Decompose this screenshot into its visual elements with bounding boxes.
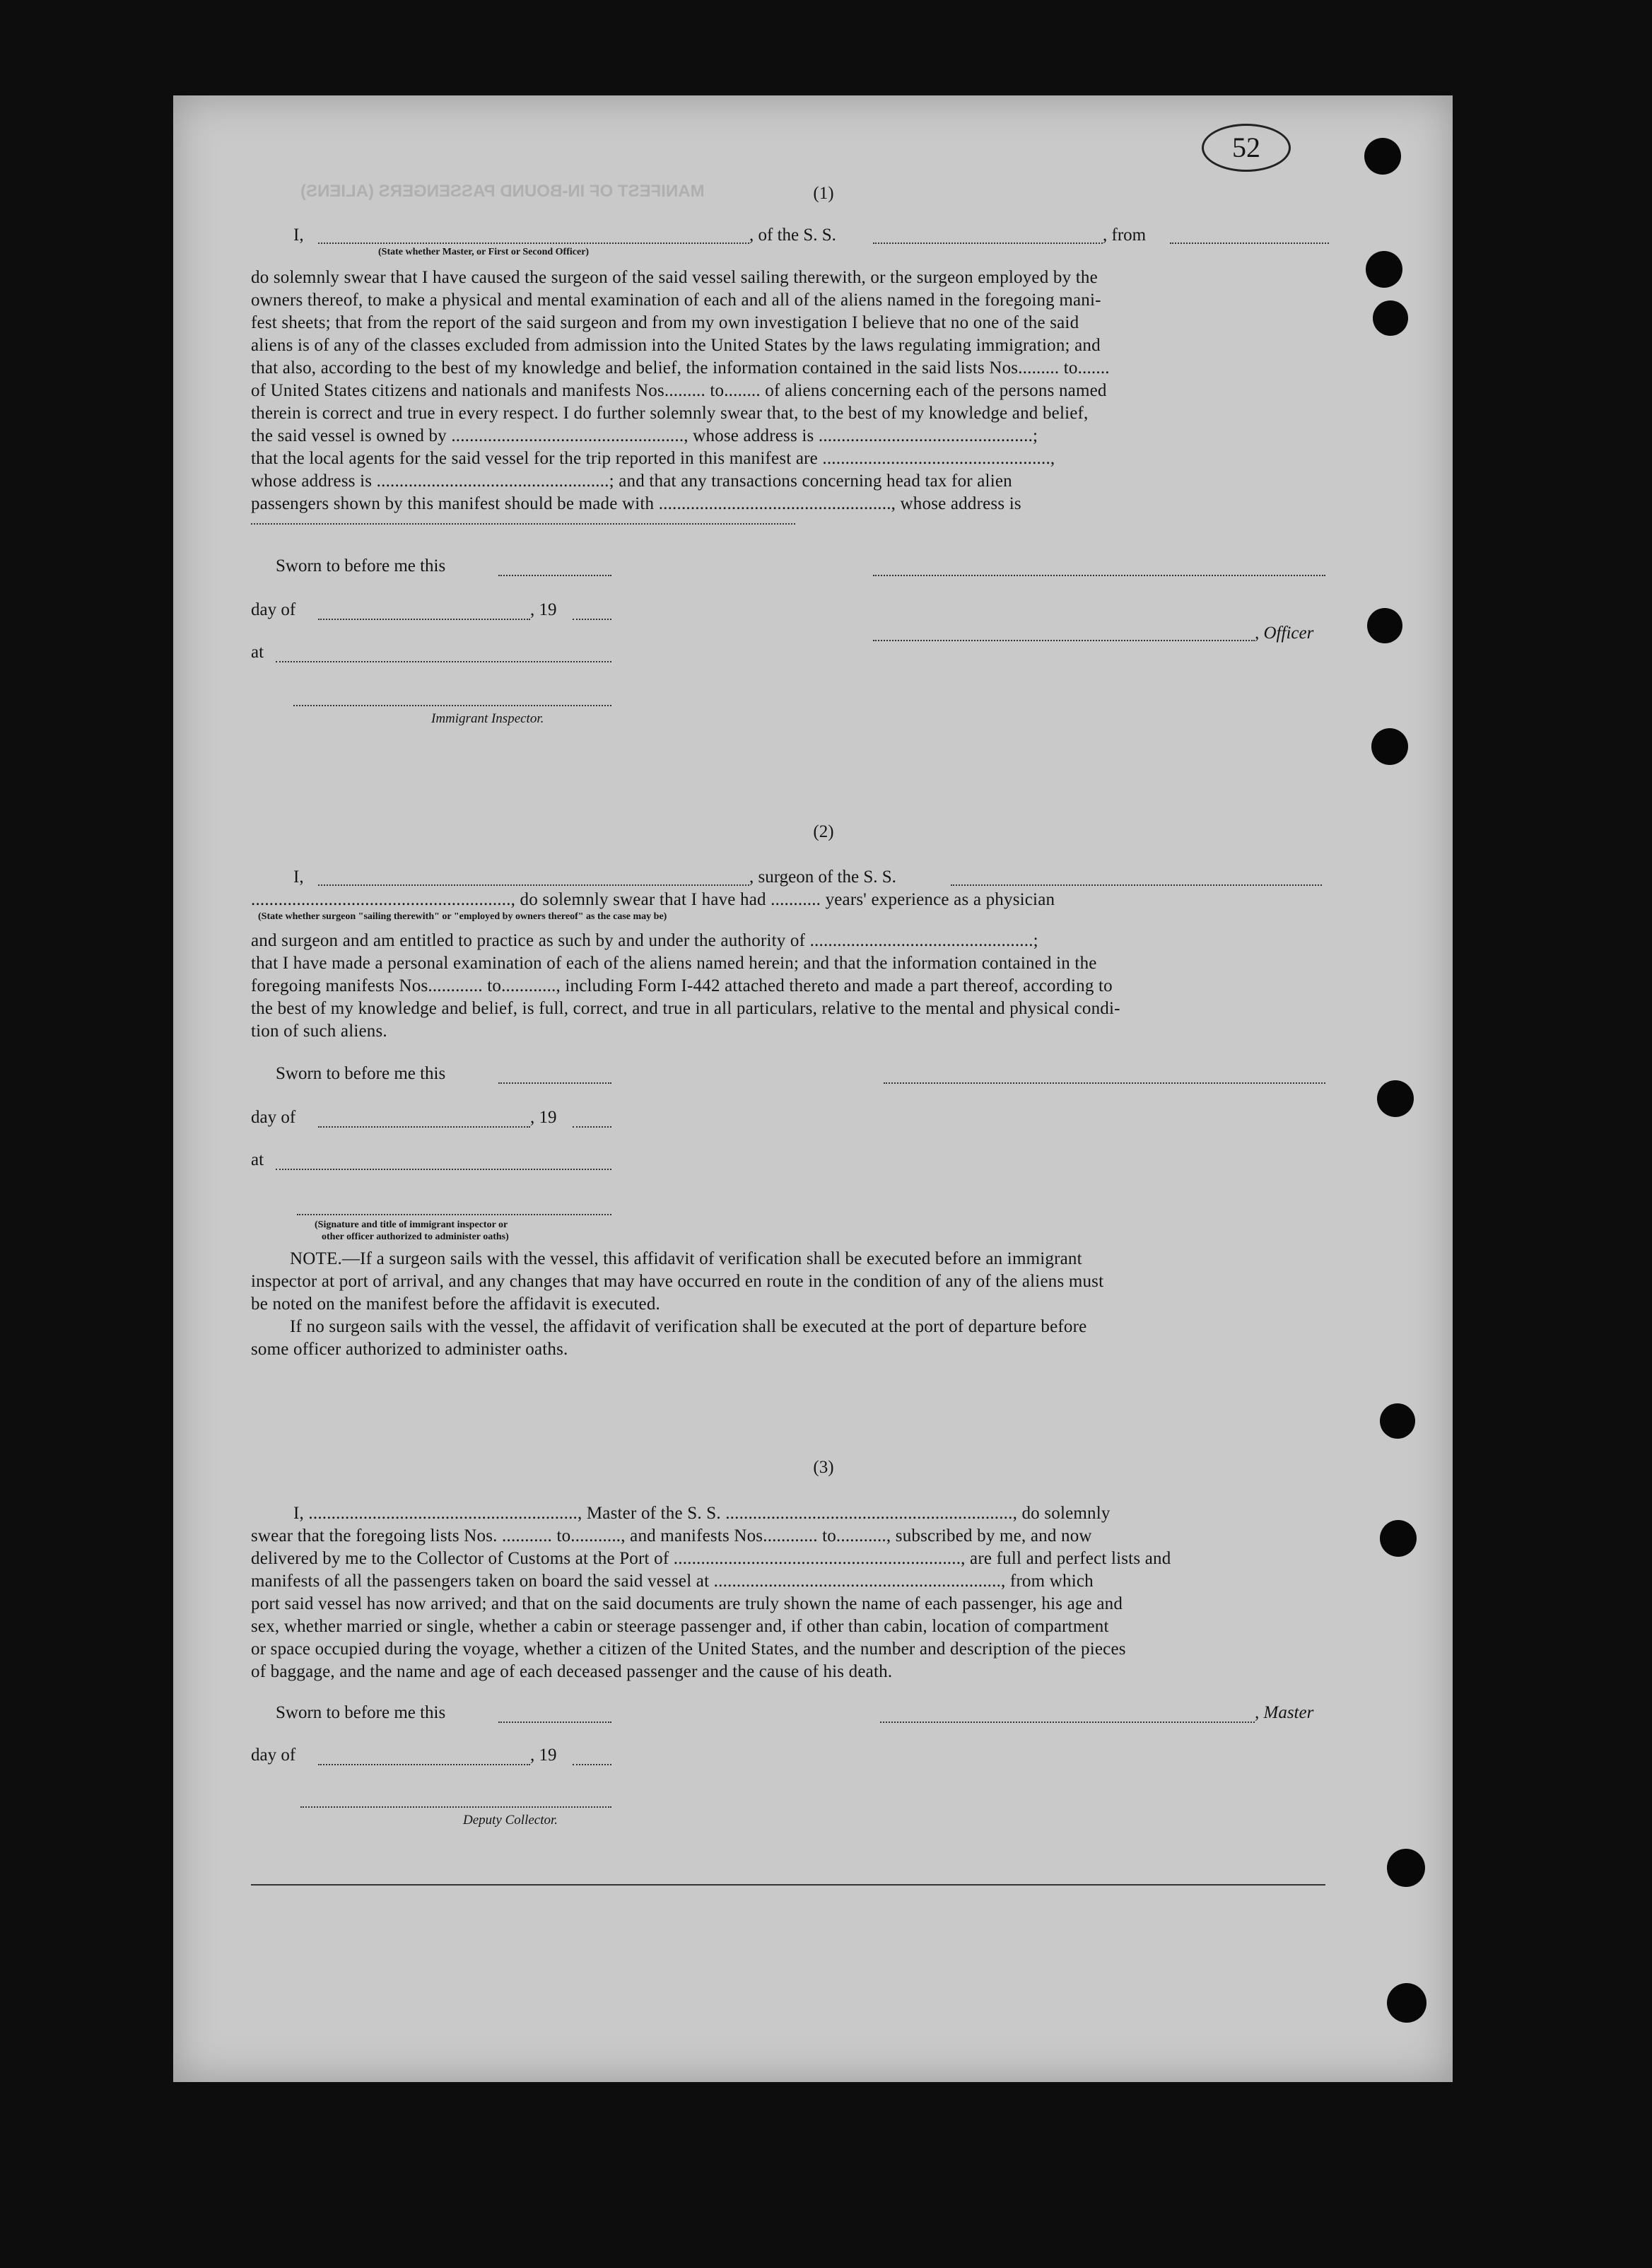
bleed-through-heading: MANIFEST OF IN-BOUND PASSENGERS (ALIENS) [300, 182, 705, 201]
s3-master-label [1255, 1702, 1313, 1724]
section-1-number: (1) [813, 184, 834, 203]
s1-line1-i: I, [293, 226, 304, 245]
s1-officer-signature-field[interactable] [873, 640, 1255, 641]
punch-hole [1387, 1849, 1425, 1887]
s2-inspector-signature-field[interactable] [297, 1214, 611, 1215]
s3-body-line: port said vessel has now arrived; and that on the said documents are truly shown the name of each passenger, his age and [251, 1594, 1123, 1613]
s3-body-line: I, ..........................................................., Master of the S. S. ..............................................................., do solemnly [293, 1504, 1111, 1523]
s1-sworn-label: Sworn to before me this [276, 556, 446, 575]
s3-day-field[interactable] [318, 1764, 530, 1765]
s1-day-field[interactable] [318, 619, 530, 620]
s2-line2-note: (State whether surgeon "sailing therewith" or "employed by owners thereof" as the case may be) [258, 911, 667, 922]
s3-sworn-label: Sworn to before me this [276, 1703, 446, 1722]
s2-line1-i: I, [293, 867, 304, 887]
s1-year-label: , 19 [530, 600, 557, 619]
s1-officer-text: , Officer [1255, 624, 1314, 643]
section-3-number: (3) [813, 1458, 834, 1477]
punch-hole [1371, 728, 1408, 765]
s3-body-line: or space occupied during the voyage, whether a citizen of the United States, and the number and description of the pieces [251, 1639, 1126, 1659]
s2-note-line: be noted on the manifest before the affidavit is executed. [251, 1294, 660, 1314]
s1-body-line: fest sheets; that from the report of the said surgeon and from my own investigation I believe that no one of the said [251, 313, 1079, 332]
punch-hole [1380, 1520, 1417, 1557]
s2-at-label: at [251, 1150, 264, 1169]
s3-sworn-field[interactable] [498, 1722, 611, 1723]
s2-sworn-field[interactable] [498, 1082, 611, 1084]
s2-at-field[interactable] [276, 1169, 611, 1170]
s2-line1-mid: , surgeon of the S. S. [749, 867, 896, 887]
s2-vessel-field[interactable] [951, 884, 1322, 886]
s2-year-label: , 19 [530, 1108, 557, 1127]
page-number-stamp: 52 [1202, 124, 1291, 172]
s2-note-line: some officer authorized to administer oaths. [251, 1340, 568, 1359]
s2-body-line: the best of my knowledge and belief, is full, correct, and true in all particulars, relative to the mental and physical condi- [251, 999, 1120, 1018]
bottom-rule [251, 1884, 1325, 1886]
s2-day-field[interactable] [318, 1126, 530, 1128]
manifest-page [173, 95, 1453, 2082]
s1-body-line: the said vessel is owned by ..................................................., whose address is ...............................................; [251, 426, 1038, 445]
punch-hole [1387, 1983, 1427, 2023]
s3-year-field[interactable] [573, 1764, 611, 1765]
s1-body-line: that also, according to the best of my knowledge and belief, the information contained in the said lists Nos......... to....... [251, 358, 1110, 378]
s2-note-line: If no surgeon sails with the vessel, the affidavit of verification shall be executed at the port of departure before [290, 1317, 1087, 1336]
s1-body-line: whose address is ...................................................; and that any transactions concerning head tax for alien [251, 472, 1012, 491]
punch-hole [1366, 251, 1402, 288]
s3-collector-label: Deputy Collector. [463, 1813, 558, 1828]
s2-year-field[interactable] [573, 1126, 611, 1128]
s1-body-line: therein is correct and true in every respect. I do further solemnly swear that, to the best of my knowledge and belief, [251, 404, 1089, 423]
s1-day-label: day of [251, 600, 296, 619]
s3-master-text: , Master [1255, 1703, 1314, 1722]
s2-day-label: day of [251, 1108, 296, 1127]
s1-body-line: passengers shown by this manifest should be made with ..................................................., whose address is [251, 494, 1021, 513]
s3-year-label: , 19 [530, 1746, 557, 1765]
s1-inspector-signature-field[interactable] [293, 705, 611, 706]
s3-body-line: delivered by me to the Collector of Customs at the Port of ..............................................................., are full and perfect lists and [251, 1549, 1171, 1568]
s2-body-line: foregoing manifests Nos............ to............, including Form I-442 attached thereto and made a part thereof, according to [251, 976, 1113, 995]
s2-note-line: inspector at port of arrival, and any changes that may have occurred en route in the condition of any of the aliens must [251, 1272, 1104, 1291]
s2-surgeon-name-field[interactable] [318, 884, 749, 886]
s1-body-line: of United States citizens and nationals and manifests Nos......... to........ of aliens concerning each of the persons named [251, 381, 1107, 400]
s1-vessel-field[interactable] [873, 242, 1103, 244]
punch-hole [1364, 138, 1401, 175]
s2-body-line: that I have made a personal examination of each of the aliens named herein; and that the information contained in the [251, 954, 1097, 973]
s2-note-line: NOTE.—If a surgeon sails with the vessel, this affidavit of verification shall be executed before an immigrant [290, 1249, 1082, 1268]
section-2-number: (2) [813, 822, 834, 841]
s2-sig-note-2: other officer authorized to administer oaths) [322, 1232, 509, 1242]
s1-body-line: aliens is of any of the classes excluded from admission into the United States by the laws regulating immigration; and [251, 336, 1101, 355]
s2-sworn-label: Sworn to before me this [276, 1064, 446, 1083]
s1-line1-mid: , of the S. S. [749, 226, 836, 245]
s2-line2: ........................................................., do solemnly swear that I have had ........... years' experience as a physician [251, 890, 1055, 909]
s1-body-line: that the local agents for the said vessel for the trip reported in this manifest are .................................................., [251, 449, 1055, 468]
s1-at-label: at [251, 643, 264, 662]
s3-body-line: manifests of all the passengers taken on board the said vessel at ..............................................................., from which [251, 1572, 1094, 1591]
punch-hole [1380, 1403, 1415, 1439]
s3-body-line: swear that the foregoing lists Nos. ........... to..........., and manifests Nos............ to..........., subscribed by me, and now [251, 1526, 1092, 1545]
s1-inspector-label: Immigrant Inspector. [431, 711, 544, 726]
s1-line1-from: , from [1103, 226, 1147, 245]
s1-sworn-field[interactable] [498, 575, 611, 576]
s3-day-label: day of [251, 1746, 296, 1765]
punch-hole [1367, 608, 1402, 643]
s3-body-line: of baggage, and the name and age of each deceased passenger and the cause of his death. [251, 1662, 893, 1681]
s2-body-line: tion of such aliens. [251, 1022, 387, 1041]
s3-collector-signature-field[interactable] [300, 1806, 611, 1808]
s1-line1-note: (State whether Master, or First or Second Officer) [378, 247, 590, 257]
s2-sig-note-1: (Signature and title of immigrant inspector or [315, 1220, 508, 1230]
s1-body-line: do solemnly swear that I have caused the surgeon of the said vessel sailing therewith, or the surgeon employed by the [251, 268, 1098, 287]
s1-from-field[interactable] [1170, 242, 1329, 244]
s1-address-continuation-field[interactable] [251, 523, 795, 525]
s2-body-line: and surgeon and am entitled to practice as such by and under the authority of .................................................; [251, 931, 1038, 950]
s3-master-signature-field[interactable] [880, 1722, 1255, 1723]
s1-officer-name-field[interactable] [318, 242, 749, 244]
s1-officer-label [1255, 622, 1313, 645]
s1-officer-signature-top[interactable] [873, 575, 1325, 576]
s3-body-line: sex, whether married or single, whether a cabin or steerage passenger and, if other than cabin, location of compartment [251, 1617, 1109, 1636]
s1-year-field[interactable] [573, 619, 611, 620]
s2-surgeon-signature-field[interactable] [884, 1082, 1325, 1084]
s1-at-field[interactable] [276, 661, 611, 662]
s1-body-line: owners thereof, to make a physical and mental examination of each and all of the aliens named in the foregoing mani- [251, 291, 1101, 310]
punch-hole [1373, 300, 1408, 336]
punch-hole [1377, 1080, 1414, 1117]
